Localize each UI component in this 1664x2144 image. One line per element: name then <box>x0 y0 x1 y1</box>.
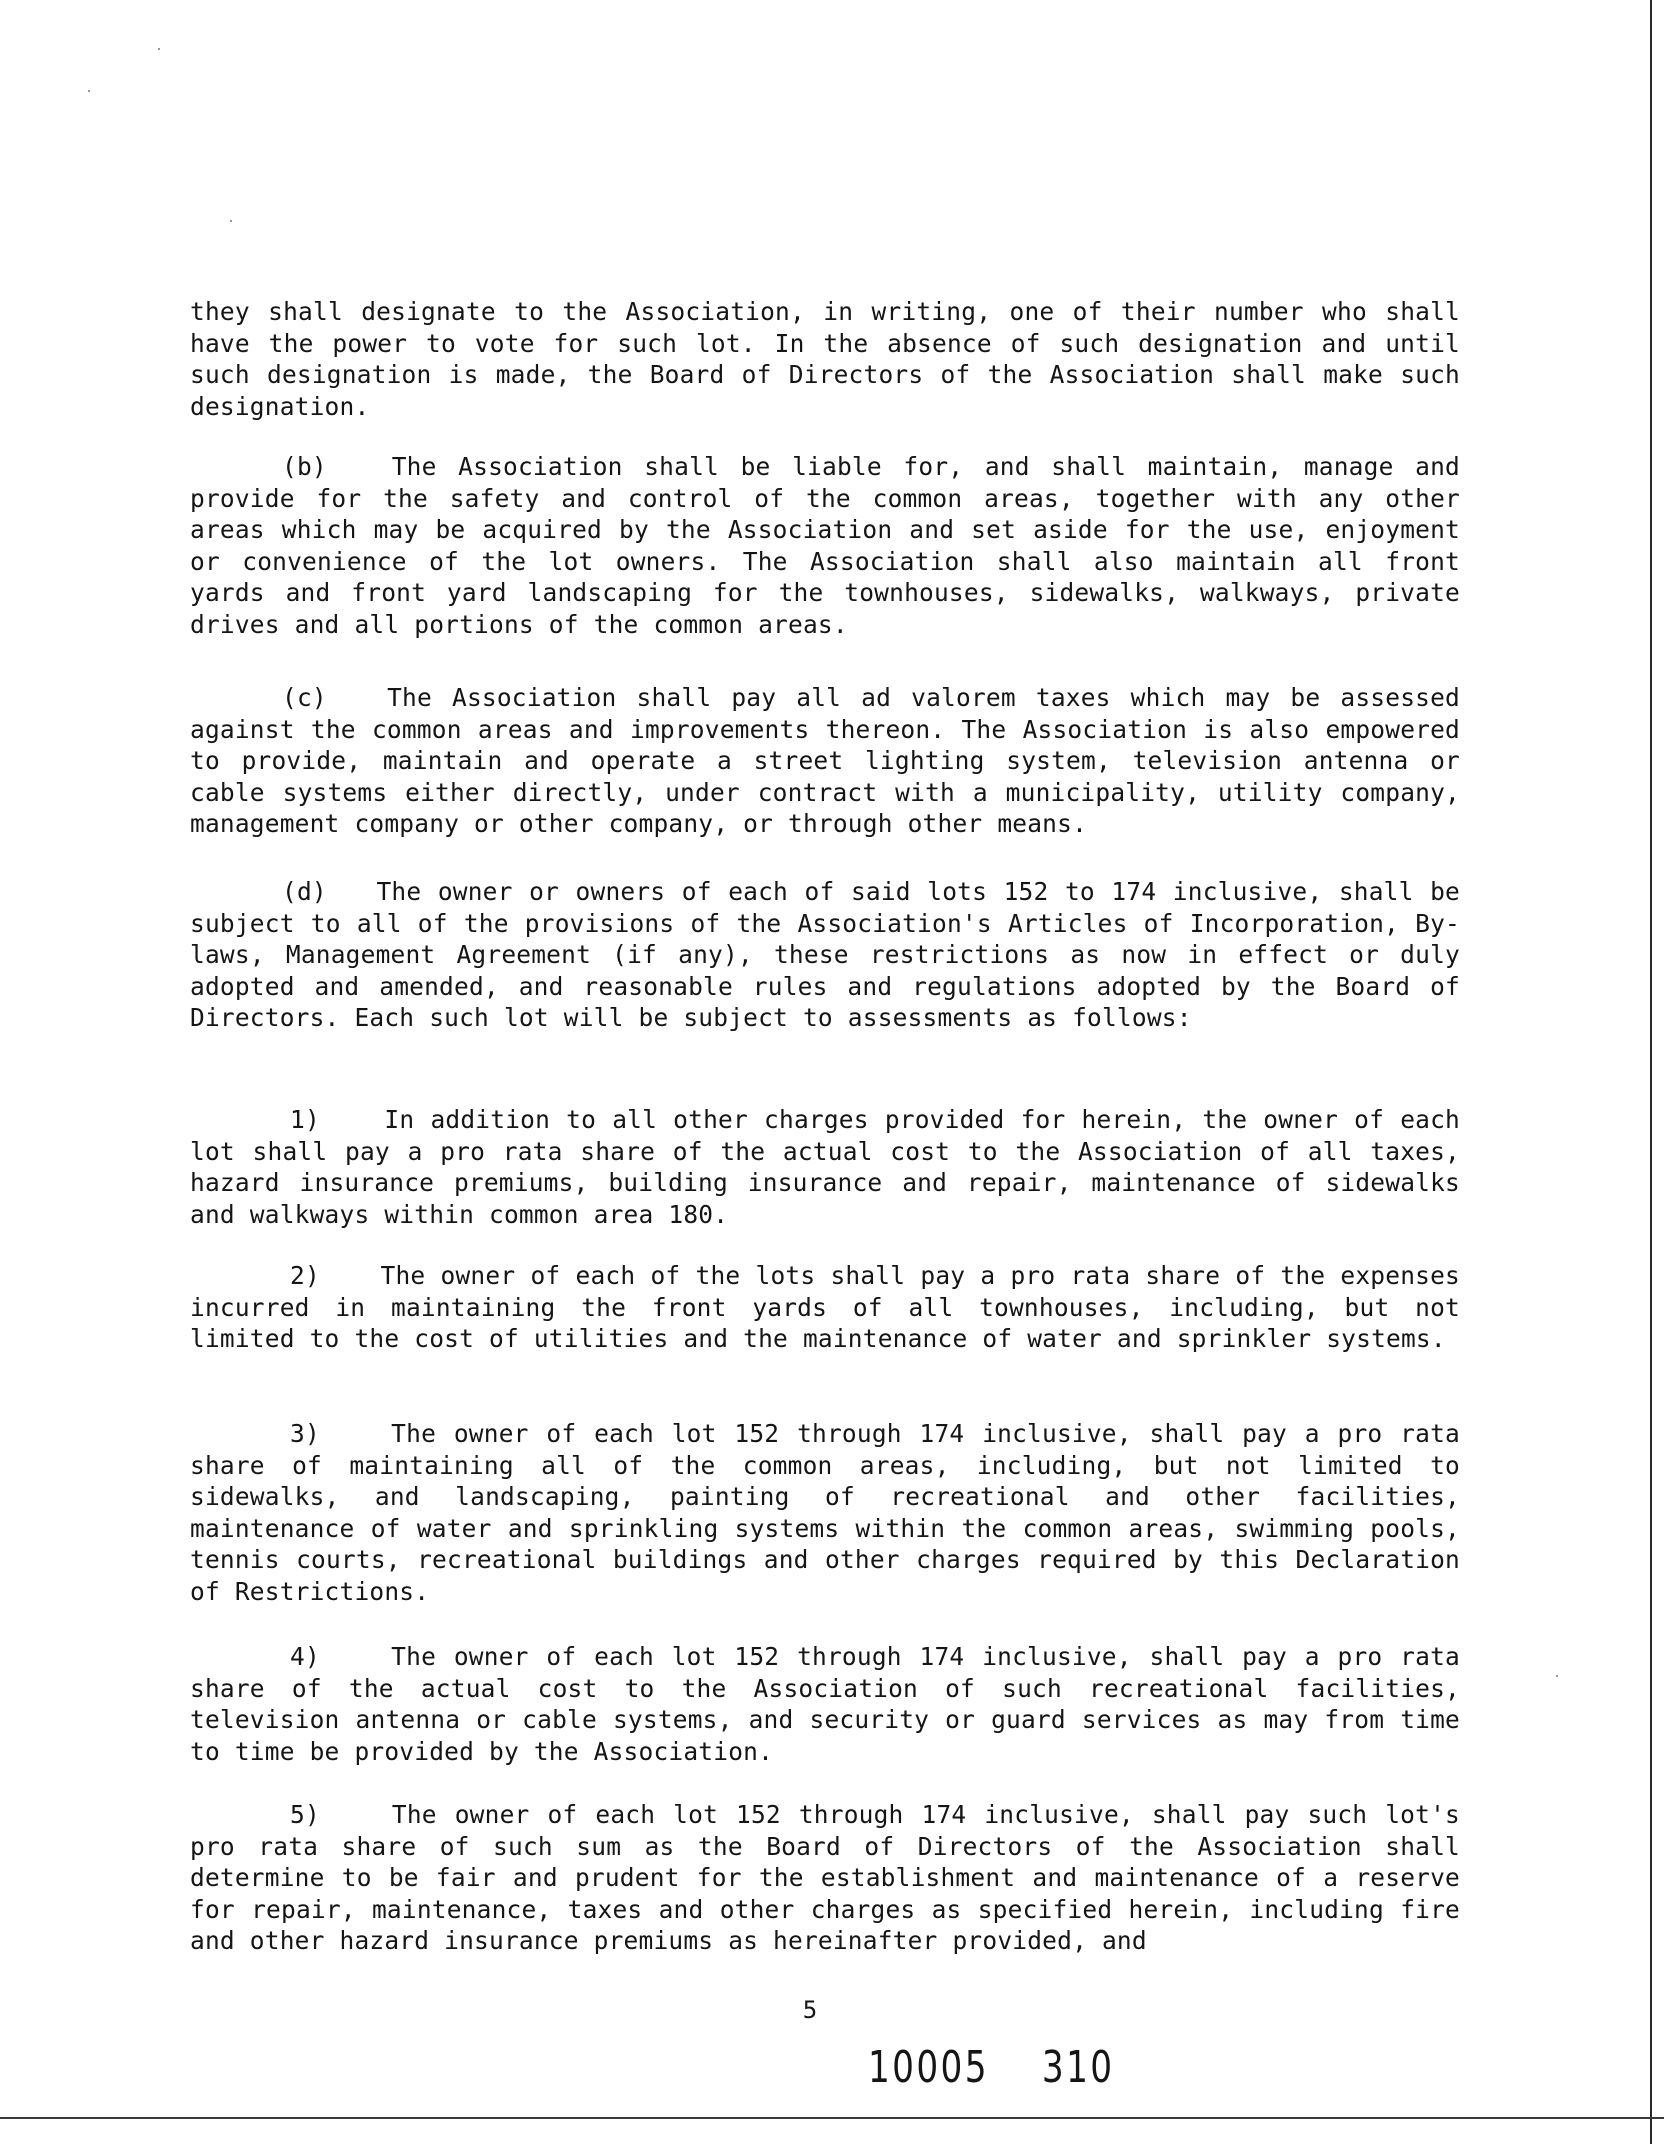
assessment-item-1-text <box>190 1104 1460 1230</box>
page-edge-line <box>1650 0 1652 2144</box>
assessment-item-2 <box>190 1260 1460 1355</box>
paragraph-b-body: The Association shall be liable for, and shall maintain, manage and provide for the safety and control of the common areas, together with any other areas which may be acquired by the Association and set aside for the use, enjoyment or convenience of the lot owners. The Association shall also maintain all front yards and front yard landscaping for the townhouses, sidewalks, walkways, private drives and all portions of the common areas. <box>190 452 1460 639</box>
scan-speck <box>1556 1675 1558 1677</box>
paragraph-b <box>190 451 1460 640</box>
assessment-item-4-text <box>190 1641 1460 1767</box>
continuation-text: they shall designate to the Association, in writing, one of their number who shall have the power to vote for such lot. In the absence of such designation and until such designation is made, the Board of Directors of the Association shall make such designation. <box>190 297 1460 421</box>
assessment-item-4-label: 4) <box>290 1642 320 1671</box>
assessment-item-3 <box>190 1418 1460 1607</box>
assessment-item-5-text <box>190 1799 1460 1957</box>
page-bottom-line <box>0 2117 1664 2119</box>
paragraph-d-body: The owner or owners of each of said lots 152 to 174 inclusive, shall be subject to all of the provisions of the Association's Articles of Incorporation, By-laws, Management Agreement (if any), these restrictions as now in effect or duly adopted and amended, and reasonable rules and regulations adopted by the Board of Directors. Each such lot will be subject to assessments as follows: <box>190 877 1461 1032</box>
assessment-item-2-body: The owner of each of the lots shall pay a pro rata share of the expenses incurred in maintaining the front yards of all townhouses, including, but not limited to the cost of utilities and the maintenance of water and sprinkler systems. <box>190 1261 1460 1353</box>
paragraph-c <box>190 682 1460 840</box>
recording-stamp <box>868 2042 1118 2093</box>
paragraph-d-text <box>190 876 1460 1034</box>
paragraph-b-text <box>190 451 1460 640</box>
scan-speck <box>88 90 90 92</box>
assessment-item-4-body: The owner of each lot 152 through 174 inclusive, shall pay a pro rata share of the actual cost to the Association of such recreational facilities, television antenna or cable systems, and security or guard services as may from time to time be provided by the Association. <box>190 1642 1460 1766</box>
assessment-item-3-label: 3) <box>290 1419 320 1448</box>
paragraph-c-body: The Association shall pay all ad valorem taxes which may be assessed against the common areas and improvements thereon. The Association is also empowered to provide, maintain and operate a street lighting system, television antenna or cable systems either directly, under contract with a municipality, utility company, management company or other company, or through other means. <box>190 683 1460 838</box>
assessment-item-5-body: The owner of each lot 152 through 174 inclusive, shall pay such lot's pro rata share of such sum as the Board of Directors of the Association shall determine to be fair and prudent for the establishment and maintenance of a reserve for repair, maintenance, taxes and other charges as specified herein, including fire and other hazard insurance premiums as hereinafter provided, and <box>190 1800 1460 1955</box>
record-book-number: 10005 <box>868 2042 989 2093</box>
assessment-item-3-body: The owner of each lot 152 through 174 inclusive, shall pay a pro rata share of maintaining all of the common areas, including, but not limited to sidewalks, and landscaping, painting of recreational and other facilities, maintenance of water and sprinkling systems within the common areas, swimming pools, tennis courts, recreational buildings and other charges required by this Declaration of Restrictions. <box>190 1419 1460 1606</box>
paragraph-d <box>190 876 1460 1034</box>
paragraph-b-label: (b) <box>282 452 327 481</box>
assessment-item-2-text <box>190 1260 1460 1355</box>
assessment-item-5 <box>190 1799 1460 1957</box>
assessment-item-1 <box>190 1104 1460 1230</box>
record-page-number: 310 <box>1041 2042 1115 2093</box>
assessment-item-1-body: In addition to all other charges provided for herein, the owner of each lot shall pay a pro rata share of the actual cost to the Association of all taxes, hazard insurance premiums, building insurance and repair, maintenance of sidewalks and walkways within common area 180. <box>190 1105 1460 1229</box>
assessment-item-5-label: 5) <box>290 1800 320 1829</box>
scan-speck <box>230 220 232 222</box>
paragraph-d-label: (d) <box>282 877 327 906</box>
scan-speck <box>158 48 160 50</box>
paragraph-c-text <box>190 682 1460 840</box>
assessment-item-1-label: 1) <box>290 1105 320 1134</box>
page-number: 5 <box>802 1996 818 2024</box>
paragraph-c-label: (c) <box>282 683 327 712</box>
assessment-item-3-text <box>190 1418 1460 1607</box>
assessment-item-4 <box>190 1641 1460 1767</box>
assessment-item-2-label: 2) <box>290 1261 320 1290</box>
continuation-paragraph <box>190 296 1460 422</box>
